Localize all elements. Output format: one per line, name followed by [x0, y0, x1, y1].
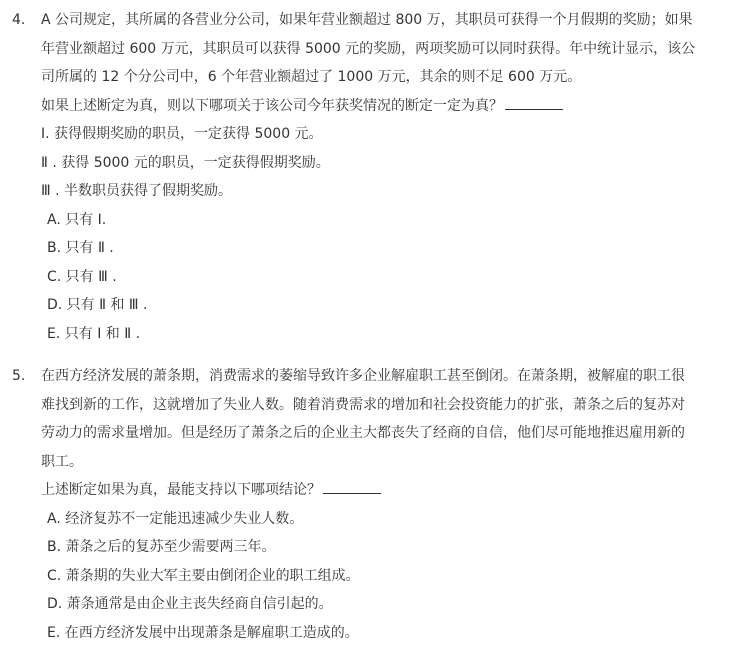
prompt-line — [41, 476, 739, 505]
prompt-line — [41, 92, 739, 121]
question-prompt: 如果上述断定为真，则以下哪项关于该公司今年获奖情况的断定一定为真？ — [41, 97, 503, 114]
statement-1: Ⅰ. 获得假期奖励的职员，一定获得 5000 元。 — [41, 126, 323, 142]
option-d: D. 萧条通常是由企业主丧失经商自信引起的。 — [47, 596, 333, 612]
question-prompt: 上述断定如果为真，最能支持以下哪项结论？ — [41, 482, 321, 498]
statement-3: Ⅲ . 半数职员获得了假期奖励。 — [41, 183, 233, 199]
question-body — [41, 362, 739, 647]
stem-line: 在西方经济发展的萧条期，消费需求的萎缩导致许多企业解雇职工甚至倒闭。在萧条期，被解雇的职工很 — [41, 368, 685, 384]
question-body — [41, 6, 739, 348]
option-b: B. 萧条之后的复苏至少需要两三年。 — [47, 539, 276, 555]
option-d: D. 只有 Ⅱ 和 Ⅲ . — [47, 297, 148, 313]
statement-2: Ⅱ . 获得 5000 元的职员，一定获得假期奖励。 — [41, 154, 330, 171]
stem-line: 年营业额超过 600 万元，其职员可以获得 5000 元的奖励，两项奖励可以同时获得。年中统计显示，该公 — [41, 40, 696, 57]
stem-line: 职工。 — [41, 453, 83, 470]
question-number: 5. — [12, 368, 26, 384]
option-a: A. 经济复苏不一定能迅速减少失业人数。 — [47, 510, 304, 527]
stem-line: 难找到新的工作，这就增加了失业人数。随着消费需求的增加和社会投资能力的扩张，萧条之后的复苏对 — [41, 396, 685, 413]
option-c: C. 萧条期的失业大军主要由倒闭企业的职工组成。 — [47, 567, 360, 584]
answer-blank — [323, 479, 381, 494]
question-number: 4. — [12, 12, 26, 28]
option-a: A. 只有 Ⅰ. — [47, 211, 107, 228]
option-c: C. 只有 Ⅲ . — [47, 268, 117, 285]
option-e: E. 在西方经济发展中出现萧条是解雇职工造成的。 — [47, 624, 359, 641]
answer-blank — [505, 95, 563, 110]
option-e: E. 只有 Ⅰ 和 Ⅱ . — [47, 325, 141, 342]
stem-line: A 公司规定，其所属的各营业分公司，如果年营业额超过 800 万，其职员可获得一个月假期的奖励；如果 — [41, 12, 693, 28]
stem-line: 司所属的 12 个分公司中，6 个年营业额超过了 1000 万元，其余的则不足 600 万元。 — [41, 69, 582, 85]
option-b: B. 只有 Ⅱ . — [47, 240, 114, 256]
stem-line: 劳动力的需求量增加。但是经历了萧条之后的企业主大都丧失了经商的自信，他们尽可能地推迟雇用新的 — [41, 425, 685, 441]
